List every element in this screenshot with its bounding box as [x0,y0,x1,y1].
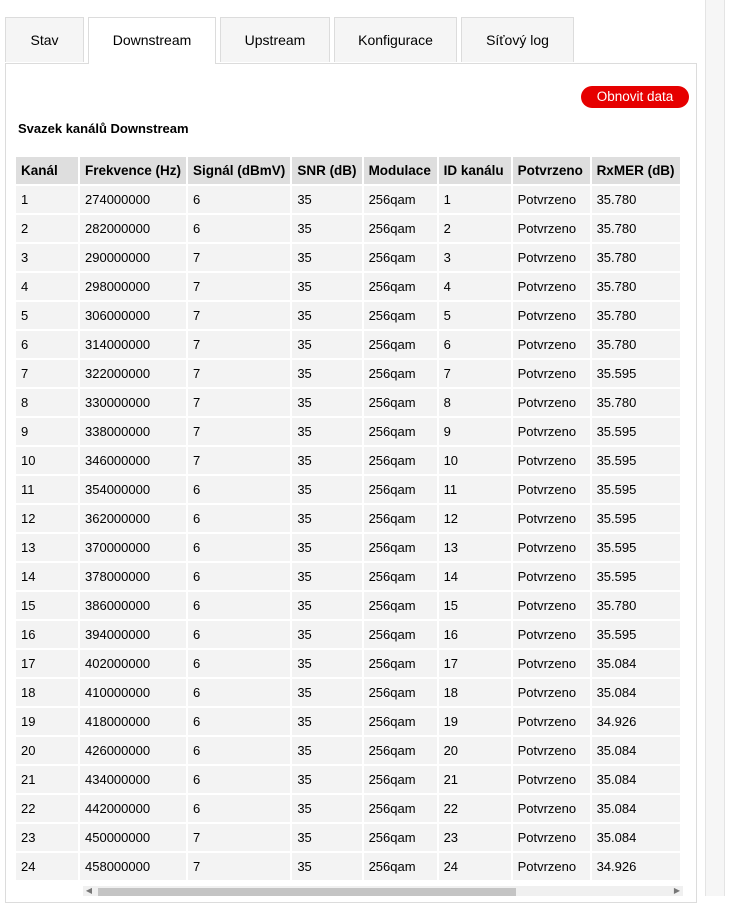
cell-rxmer: 35.595 [592,621,680,648]
table-row [16,563,680,590]
cell-rxmer: 35.084 [592,737,680,764]
cell-potvrzeno: Potvrzeno [513,476,590,503]
cell-kanal: 7 [16,360,78,387]
table-row [16,795,680,822]
cell-kanal: 24 [16,853,78,880]
cell-potvrzeno: Potvrzeno [513,592,590,619]
cell-signal: 6 [188,476,290,503]
cell-rxmer: 35.595 [592,505,680,532]
table-row [16,215,680,242]
table-header-row [16,157,680,184]
cell-rxmer: 35.780 [592,244,680,271]
cell-snr: 35 [292,476,361,503]
cell-kanal: 9 [16,418,78,445]
table-row [16,708,680,735]
column-header-snr: SNR (dB) [292,157,361,184]
cell-frekvence: 346000000 [80,447,186,474]
cell-kanal: 5 [16,302,78,329]
cell-frekvence: 354000000 [80,476,186,503]
cell-signal: 6 [188,679,290,706]
cell-modulace: 256qam [364,621,437,648]
cell-kanal: 12 [16,505,78,532]
cell-snr: 35 [292,389,361,416]
cell-snr: 35 [292,650,361,677]
cell-snr: 35 [292,708,361,735]
cell-id-kanalu: 4 [439,273,511,300]
scrollbar-thumb[interactable] [98,888,516,896]
table-row [16,592,680,619]
column-header-potvrzeno: Potvrzeno [513,157,590,184]
cell-kanal: 11 [16,476,78,503]
cell-signal: 7 [188,244,290,271]
cell-snr: 35 [292,534,361,561]
cell-modulace: 256qam [364,389,437,416]
cell-potvrzeno: Potvrzeno [513,853,590,880]
cell-snr: 35 [292,418,361,445]
cell-frekvence: 290000000 [80,244,186,271]
table-row [16,650,680,677]
cell-kanal: 2 [16,215,78,242]
cell-signal: 6 [188,795,290,822]
cell-snr: 35 [292,679,361,706]
tab-konfigurace[interactable]: Konfigurace [334,17,457,62]
cell-id-kanalu: 3 [439,244,511,271]
cell-potvrzeno: Potvrzeno [513,418,590,445]
cell-potvrzeno: Potvrzeno [513,302,590,329]
cell-potvrzeno: Potvrzeno [513,708,590,735]
cell-id-kanalu: 10 [439,447,511,474]
table-row [16,273,680,300]
cell-id-kanalu: 9 [439,418,511,445]
cell-id-kanalu: 5 [439,302,511,329]
table-row [16,505,680,532]
cell-modulace: 256qam [364,795,437,822]
cell-rxmer: 35.595 [592,418,680,445]
cell-potvrzeno: Potvrzeno [513,824,590,851]
scroll-right-icon[interactable]: ▶ [673,886,681,895]
cell-rxmer: 35.595 [592,360,680,387]
cell-kanal: 21 [16,766,78,793]
table-row [16,244,680,271]
cell-modulace: 256qam [364,331,437,358]
downstream-channel-table [14,155,682,882]
cell-signal: 7 [188,360,290,387]
cell-signal: 7 [188,389,290,416]
cell-snr: 35 [292,766,361,793]
table-row [16,302,680,329]
cell-modulace: 256qam [364,186,437,213]
tab-downstream[interactable]: Downstream [88,17,216,64]
cell-snr: 35 [292,853,361,880]
cell-modulace: 256qam [364,824,437,851]
cell-potvrzeno: Potvrzeno [513,186,590,213]
table-row [16,447,680,474]
column-header-rxmer: RxMER (dB) [592,157,680,184]
cell-potvrzeno: Potvrzeno [513,360,590,387]
cell-id-kanalu: 7 [439,360,511,387]
cell-rxmer: 35.084 [592,795,680,822]
cell-modulace: 256qam [364,534,437,561]
section-title: Svazek kanálů Downstream [18,121,189,136]
cell-rxmer: 35.084 [592,824,680,851]
cell-potvrzeno: Potvrzeno [513,621,590,648]
cell-signal: 7 [188,418,290,445]
column-header-frekvence: Frekvence (Hz) [80,157,186,184]
table-row [16,389,680,416]
cell-id-kanalu: 11 [439,476,511,503]
cell-snr: 35 [292,244,361,271]
cell-rxmer: 35.780 [592,215,680,242]
cell-kanal: 20 [16,737,78,764]
cell-snr: 35 [292,795,361,822]
cell-signal: 6 [188,505,290,532]
cell-signal: 6 [188,534,290,561]
cell-id-kanalu: 8 [439,389,511,416]
cell-potvrzeno: Potvrzeno [513,679,590,706]
cell-potvrzeno: Potvrzeno [513,215,590,242]
cell-id-kanalu: 24 [439,853,511,880]
cell-id-kanalu: 12 [439,505,511,532]
cell-frekvence: 458000000 [80,853,186,880]
cell-frekvence: 386000000 [80,592,186,619]
cell-signal: 6 [188,766,290,793]
cell-snr: 35 [292,447,361,474]
cell-potvrzeno: Potvrzeno [513,795,590,822]
downstream-table-container [14,155,684,882]
cell-frekvence: 298000000 [80,273,186,300]
cell-modulace: 256qam [364,244,437,271]
cell-id-kanalu: 14 [439,563,511,590]
cell-potvrzeno: Potvrzeno [513,447,590,474]
cell-frekvence: 306000000 [80,302,186,329]
tab-stav[interactable]: Stav [5,17,84,62]
cell-frekvence: 434000000 [80,766,186,793]
cell-potvrzeno: Potvrzeno [513,505,590,532]
cell-frekvence: 338000000 [80,418,186,445]
table-row [16,418,680,445]
cell-id-kanalu: 2 [439,215,511,242]
cell-rxmer: 34.926 [592,708,680,735]
tab-upstream[interactable]: Upstream [220,17,330,62]
cell-signal: 7 [188,447,290,474]
cell-modulace: 256qam [364,563,437,590]
cell-signal: 6 [188,592,290,619]
cell-snr: 35 [292,621,361,648]
cell-kanal: 16 [16,621,78,648]
cell-rxmer: 34.926 [592,853,680,880]
cell-kanal: 23 [16,824,78,851]
tab-sitovy-log[interactable]: Síťový log [461,17,574,62]
horizontal-scrollbar[interactable] [83,886,683,896]
cell-snr: 35 [292,505,361,532]
cell-id-kanalu: 21 [439,766,511,793]
cell-rxmer: 35.595 [592,563,680,590]
cell-id-kanalu: 6 [439,331,511,358]
cell-modulace: 256qam [364,679,437,706]
cell-modulace: 256qam [364,447,437,474]
cell-modulace: 256qam [364,853,437,880]
cell-snr: 35 [292,186,361,213]
cell-kanal: 17 [16,650,78,677]
cell-modulace: 256qam [364,302,437,329]
cell-potvrzeno: Potvrzeno [513,563,590,590]
cell-kanal: 10 [16,447,78,474]
cell-frekvence: 330000000 [80,389,186,416]
cell-id-kanalu: 18 [439,679,511,706]
cell-modulace: 256qam [364,360,437,387]
cell-id-kanalu: 23 [439,824,511,851]
cell-kanal: 8 [16,389,78,416]
cell-kanal: 22 [16,795,78,822]
cell-snr: 35 [292,563,361,590]
table-row [16,766,680,793]
cell-potvrzeno: Potvrzeno [513,273,590,300]
cell-signal: 7 [188,853,290,880]
cell-rxmer: 35.084 [592,766,680,793]
table-row [16,824,680,851]
cell-frekvence: 362000000 [80,505,186,532]
cell-signal: 6 [188,563,290,590]
table-row [16,737,680,764]
cell-frekvence: 274000000 [80,186,186,213]
cell-kanal: 4 [16,273,78,300]
cell-kanal: 1 [16,186,78,213]
cell-kanal: 3 [16,244,78,271]
cell-frekvence: 410000000 [80,679,186,706]
cell-rxmer: 35.780 [592,331,680,358]
table-body [16,186,680,880]
cell-frekvence: 322000000 [80,360,186,387]
cell-frekvence: 378000000 [80,563,186,590]
column-header-modulace: Modulace [364,157,437,184]
cell-signal: 7 [188,824,290,851]
cell-signal: 7 [188,302,290,329]
cell-rxmer: 35.595 [592,534,680,561]
page-scroll-gutter [705,0,725,896]
cell-modulace: 256qam [364,476,437,503]
table-row [16,186,680,213]
cell-modulace: 256qam [364,766,437,793]
cell-id-kanalu: 13 [439,534,511,561]
table-row [16,476,680,503]
table-row [16,360,680,387]
cell-signal: 6 [188,621,290,648]
cell-frekvence: 394000000 [80,621,186,648]
cell-id-kanalu: 17 [439,650,511,677]
table-row [16,853,680,880]
cell-kanal: 15 [16,592,78,619]
cell-signal: 6 [188,708,290,735]
cell-modulace: 256qam [364,215,437,242]
cell-snr: 35 [292,824,361,851]
cell-id-kanalu: 22 [439,795,511,822]
cell-snr: 35 [292,592,361,619]
table-row [16,621,680,648]
cell-kanal: 18 [16,679,78,706]
cell-snr: 35 [292,737,361,764]
cell-id-kanalu: 19 [439,708,511,735]
cell-kanal: 14 [16,563,78,590]
cell-rxmer: 35.780 [592,186,680,213]
cell-id-kanalu: 16 [439,621,511,648]
cell-modulace: 256qam [364,708,437,735]
cell-modulace: 256qam [364,505,437,532]
cell-frekvence: 426000000 [80,737,186,764]
cell-signal: 6 [188,186,290,213]
scroll-left-icon[interactable]: ◀ [85,886,93,895]
cell-modulace: 256qam [364,418,437,445]
cell-frekvence: 402000000 [80,650,186,677]
cell-rxmer: 35.780 [592,389,680,416]
cell-frekvence: 450000000 [80,824,186,851]
cell-snr: 35 [292,302,361,329]
cell-rxmer: 35.780 [592,302,680,329]
cell-frekvence: 370000000 [80,534,186,561]
cell-rxmer: 35.780 [592,592,680,619]
cell-signal: 6 [188,737,290,764]
cell-potvrzeno: Potvrzeno [513,389,590,416]
cell-potvrzeno: Potvrzeno [513,737,590,764]
cell-kanal: 19 [16,708,78,735]
cell-modulace: 256qam [364,737,437,764]
cell-potvrzeno: Potvrzeno [513,331,590,358]
cell-id-kanalu: 20 [439,737,511,764]
cell-signal: 6 [188,215,290,242]
table-row [16,331,680,358]
cell-frekvence: 442000000 [80,795,186,822]
cell-frekvence: 418000000 [80,708,186,735]
cell-potvrzeno: Potvrzeno [513,534,590,561]
table-row [16,534,680,561]
cell-rxmer: 35.084 [592,679,680,706]
cell-signal: 7 [188,331,290,358]
cell-snr: 35 [292,331,361,358]
cell-modulace: 256qam [364,592,437,619]
cell-potvrzeno: Potvrzeno [513,650,590,677]
cell-id-kanalu: 15 [439,592,511,619]
cell-snr: 35 [292,273,361,300]
cell-id-kanalu: 1 [439,186,511,213]
cell-rxmer: 35.780 [592,273,680,300]
cell-signal: 7 [188,273,290,300]
column-header-signal: Signál (dBmV) [188,157,290,184]
cell-rxmer: 35.595 [592,476,680,503]
cell-snr: 35 [292,360,361,387]
cell-frekvence: 282000000 [80,215,186,242]
refresh-data-button[interactable]: Obnovit data [581,86,689,108]
cell-signal: 6 [188,650,290,677]
cell-kanal: 13 [16,534,78,561]
cell-potvrzeno: Potvrzeno [513,766,590,793]
cell-potvrzeno: Potvrzeno [513,244,590,271]
cell-rxmer: 35.595 [592,447,680,474]
cell-rxmer: 35.084 [592,650,680,677]
cell-snr: 35 [292,215,361,242]
cell-modulace: 256qam [364,650,437,677]
cell-modulace: 256qam [364,273,437,300]
table-row [16,679,680,706]
cell-kanal: 6 [16,331,78,358]
column-header-kanal: Kanál [16,157,78,184]
column-header-id-kanalu: ID kanálu [439,157,511,184]
cell-frekvence: 314000000 [80,331,186,358]
